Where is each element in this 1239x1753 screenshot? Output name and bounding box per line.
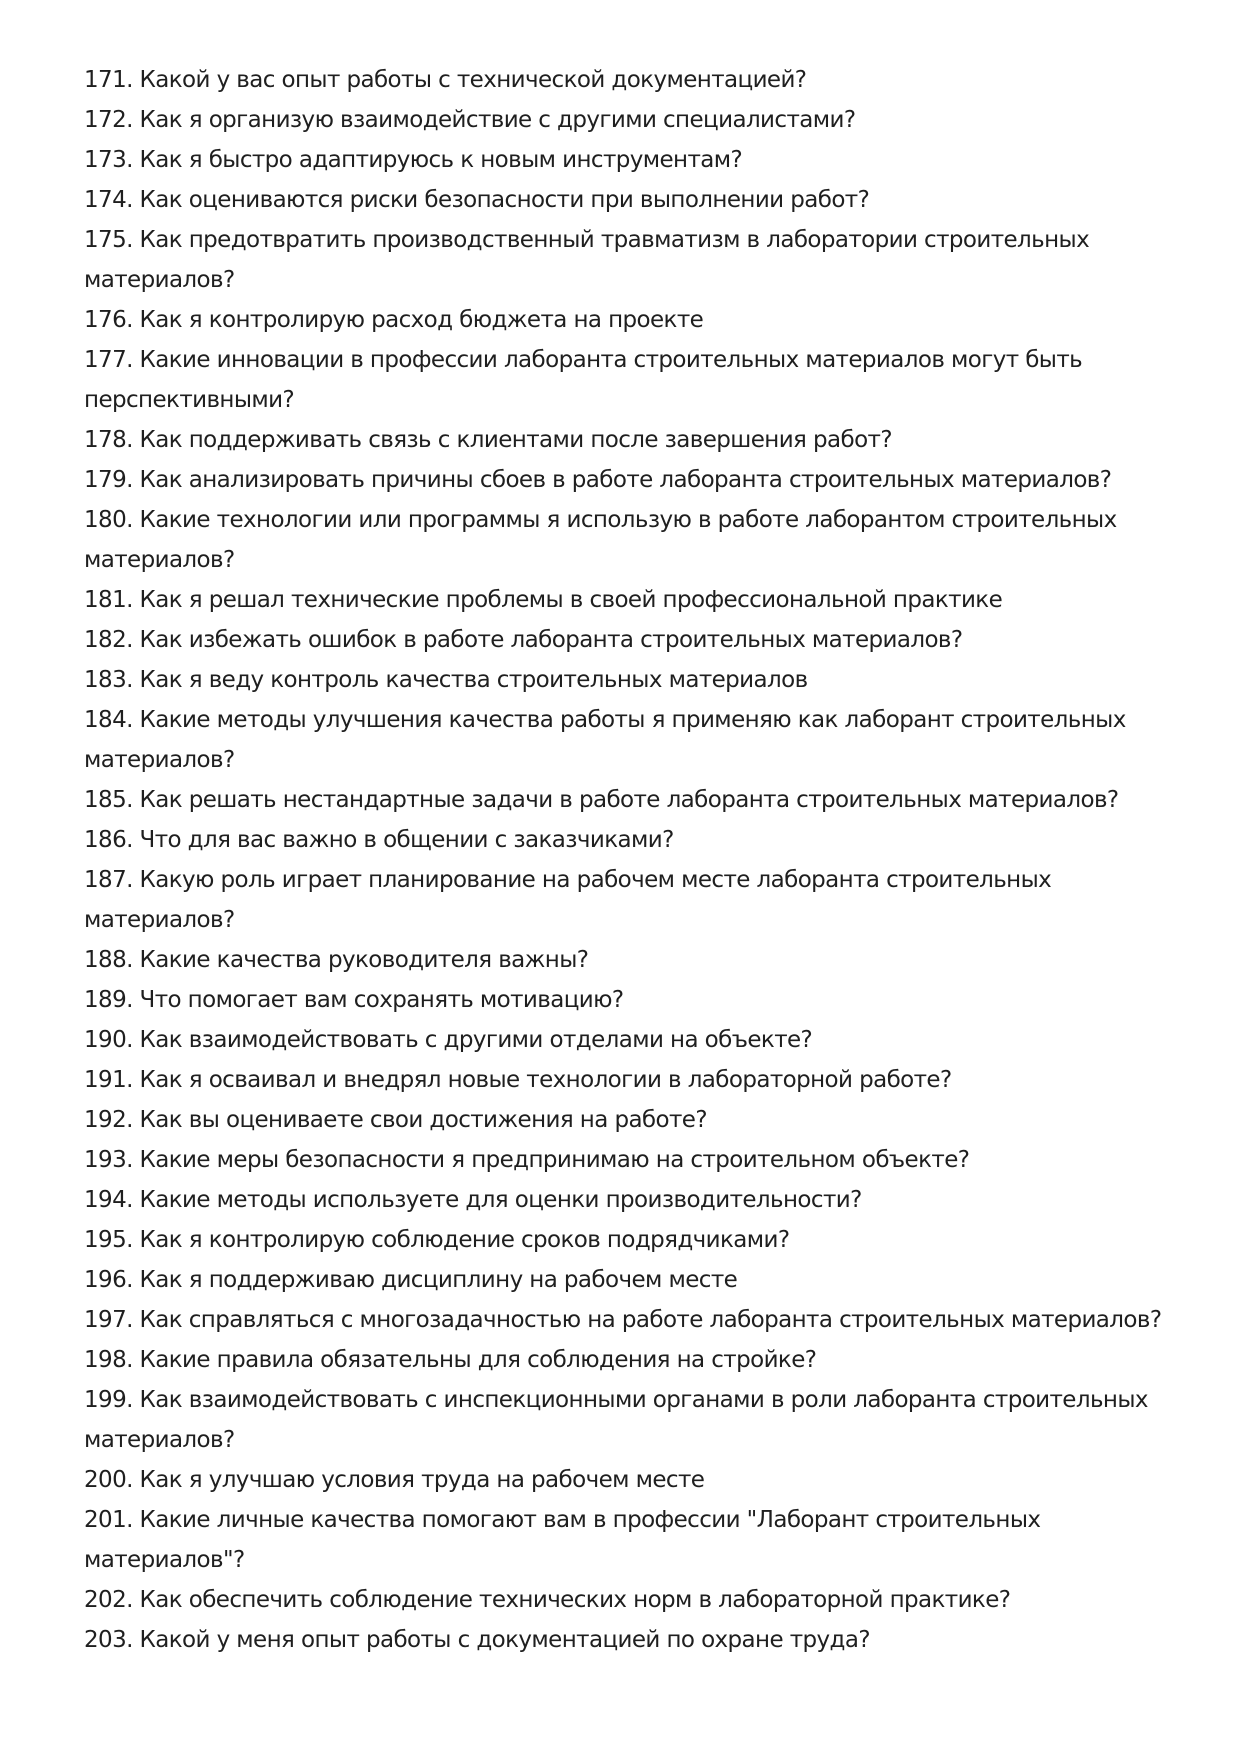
question-item: 202. Как обеспечить соблюдение технических норм в лабораторной практике? bbox=[84, 1587, 1011, 1613]
question-item: 178. Как поддерживать связь с клиентами после завершения работ? bbox=[84, 427, 892, 453]
question-item: 173. Как я быстро адаптируюсь к новым инструментам? bbox=[84, 147, 743, 173]
question-item: 196. Как я поддерживаю дисциплину на рабочем месте bbox=[84, 1267, 738, 1293]
question-item: 191. Как я осваивал и внедрял новые технологии в лабораторной работе? bbox=[84, 1067, 952, 1093]
question-item: 177. Какие инновации в профессии лаборанта строительных материалов могут быть перспективными? bbox=[84, 347, 1083, 413]
question-item: 181. Как я решал технические проблемы в своей профессиональной практике bbox=[84, 587, 1003, 613]
question-item: 175. Как предотвратить производственный травматизм в лаборатории строительных материалов? bbox=[84, 227, 1090, 293]
question-item: 195. Как я контролирую соблюдение сроков подрядчиками? bbox=[84, 1227, 790, 1253]
question-item: 176. Как я контролирую расход бюджета на проекте bbox=[84, 307, 704, 333]
question-item: 185. Как решать нестандартные задачи в работе лаборанта строительных материалов? bbox=[84, 787, 1119, 813]
question-item: 183. Как я веду контроль качества строительных материалов bbox=[84, 667, 808, 693]
question-item: 179. Как анализировать причины сбоев в работе лаборанта строительных материалов? bbox=[84, 467, 1112, 493]
question-item: 192. Как вы оцениваете свои достижения на работе? bbox=[84, 1107, 707, 1133]
question-item: 197. Как справляться с многозадачностью на работе лаборанта строительных материалов? bbox=[84, 1307, 1162, 1333]
question-item: 189. Что помогает вам сохранять мотивацию? bbox=[84, 987, 624, 1013]
question-item: 186. Что для вас важно в общении с заказчиками? bbox=[84, 827, 674, 853]
question-item: 187. Какую роль играет планирование на рабочем месте лаборанта строительных материалов? bbox=[84, 867, 1052, 933]
question-item: 184. Какие методы улучшения качества работы я применяю как лаборант строительных материалов? bbox=[84, 707, 1126, 773]
question-item: 200. Как я улучшаю условия труда на рабочем месте bbox=[84, 1467, 705, 1493]
question-item: 172. Как я организую взаимодействие с другими специалистами? bbox=[84, 107, 856, 133]
question-item: 182. Как избежать ошибок в работе лаборанта строительных материалов? bbox=[84, 627, 963, 653]
question-item: 194. Какие методы используете для оценки производительности? bbox=[84, 1187, 862, 1213]
question-item: 190. Как взаимодействовать с другими отделами на объекте? bbox=[84, 1027, 813, 1053]
question-item: 188. Какие качества руководителя важны? bbox=[84, 947, 589, 973]
question-item: 198. Какие правила обязательны для соблюдения на стройке? bbox=[84, 1347, 817, 1373]
question-list bbox=[84, 60, 1164, 1660]
question-item: 171. Какой у вас опыт работы с технической документацией? bbox=[84, 67, 807, 93]
question-item: 203. Какой у меня опыт работы с документацией по охране труда? bbox=[84, 1627, 870, 1653]
question-item: 174. Как оцениваются риски безопасности при выполнении работ? bbox=[84, 187, 870, 213]
question-item: 199. Как взаимодействовать с инспекционными органами в роли лаборанта строительных материалов? bbox=[84, 1387, 1148, 1453]
question-item: 180. Какие технологии или программы я использую в работе лаборантом строительных материалов? bbox=[84, 507, 1117, 573]
question-item: 201. Какие личные качества помогают вам в профессии "Лаборант строительных материалов"? bbox=[84, 1507, 1041, 1573]
question-item: 193. Какие меры безопасности я предпринимаю на строительном объекте? bbox=[84, 1147, 970, 1173]
